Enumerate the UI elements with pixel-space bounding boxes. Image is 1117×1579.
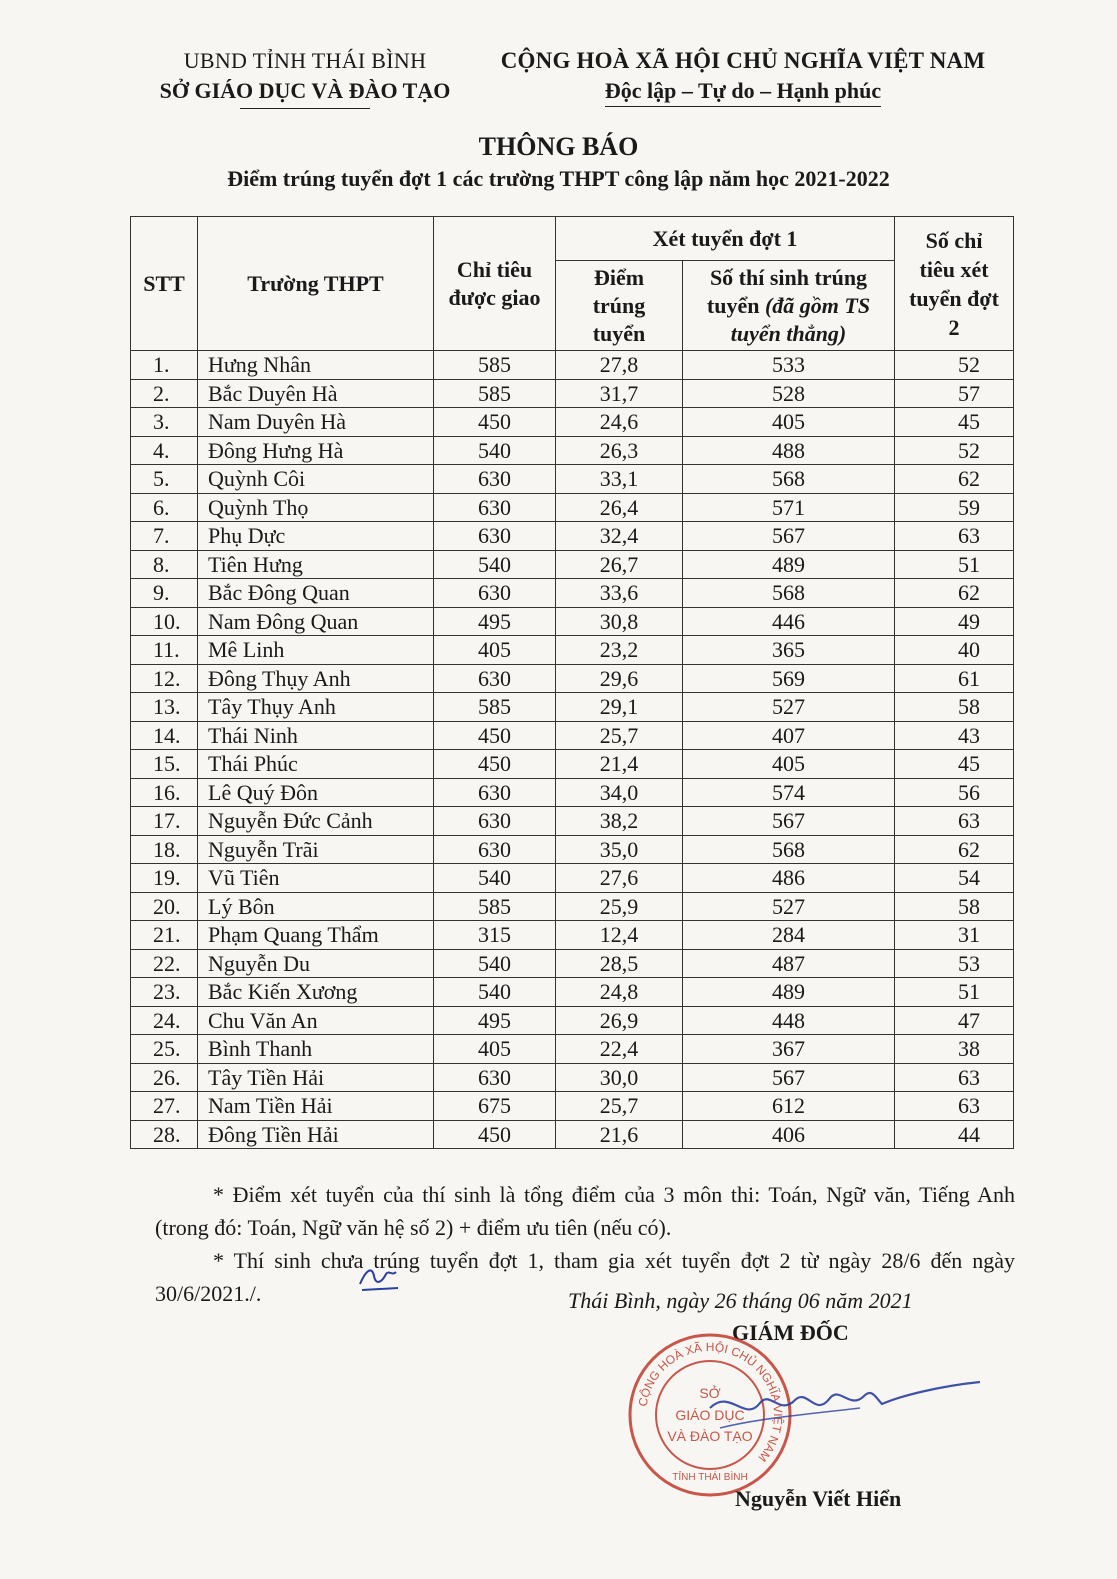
cell-quota: 450 xyxy=(434,408,556,437)
cell-stt: 15. xyxy=(131,750,198,779)
cell-quota: 585 xyxy=(434,379,556,408)
table-row xyxy=(131,835,1014,864)
cell-school-name: Thái Phúc xyxy=(198,750,434,779)
cell-round2-quota: 31 xyxy=(895,921,1014,950)
cell-admitted: 527 xyxy=(683,693,895,722)
col-header-round2: Số chỉ tiêu xét tuyển đợt 2 xyxy=(895,217,1014,351)
cell-stt: 23. xyxy=(131,978,198,1007)
cell-admitted: 567 xyxy=(683,807,895,836)
cell-score: 33,6 xyxy=(556,579,683,608)
cell-stt: 19. xyxy=(131,864,198,893)
cell-quota: 585 xyxy=(434,693,556,722)
cell-round2-quota: 47 xyxy=(895,1006,1014,1035)
cell-quota: 450 xyxy=(434,721,556,750)
cell-score: 26,9 xyxy=(556,1006,683,1035)
cell-quota: 630 xyxy=(434,807,556,836)
cell-quota: 405 xyxy=(434,636,556,665)
cell-stt: 12. xyxy=(131,664,198,693)
cell-stt: 20. xyxy=(131,892,198,921)
cell-score: 12,4 xyxy=(556,921,683,950)
cell-stt: 5. xyxy=(131,465,198,494)
cell-stt: 16. xyxy=(131,778,198,807)
cell-quota: 540 xyxy=(434,978,556,1007)
cell-round2-quota: 63 xyxy=(895,807,1014,836)
cell-quota: 630 xyxy=(434,465,556,494)
seal-line3: VÀ ĐÀO TẠO xyxy=(667,1428,753,1444)
cell-admitted: 528 xyxy=(683,379,895,408)
table-row xyxy=(131,664,1014,693)
cell-admitted: 489 xyxy=(683,978,895,1007)
table-row xyxy=(131,1120,1014,1149)
cell-school-name: Thái Ninh xyxy=(198,721,434,750)
cell-stt: 24. xyxy=(131,1006,198,1035)
cell-school-name: Quỳnh Thọ xyxy=(198,493,434,522)
table-row xyxy=(131,949,1014,978)
table-row xyxy=(131,1035,1014,1064)
cell-admitted: 488 xyxy=(683,436,895,465)
header-underline xyxy=(240,108,370,109)
cell-round2-quota: 58 xyxy=(895,892,1014,921)
cell-round2-quota: 53 xyxy=(895,949,1014,978)
cell-admitted: 567 xyxy=(683,522,895,551)
table-body xyxy=(131,351,1014,1149)
admission-table xyxy=(130,216,1014,1149)
cell-score: 24,8 xyxy=(556,978,683,1007)
cell-admitted: 527 xyxy=(683,892,895,921)
note-round2: * Thí sinh chưa trúng tuyển đợt 1, tham gia xét tuyển đợt 2 từ ngày 28/6 đến ngày 30/6/2021./. xyxy=(155,1248,1015,1306)
seal-ring-text: CỘNG HOÀ XÃ HỘI CHỦ NGHĨA VIỆT NAM xyxy=(635,1339,786,1465)
cell-admitted: 574 xyxy=(683,778,895,807)
cell-quota: 675 xyxy=(434,1092,556,1121)
cell-round2-quota: 62 xyxy=(895,465,1014,494)
cell-admitted: 612 xyxy=(683,1092,895,1121)
cell-admitted: 568 xyxy=(683,835,895,864)
table-row xyxy=(131,379,1014,408)
table-row xyxy=(131,778,1014,807)
cell-admitted: 569 xyxy=(683,664,895,693)
table-row xyxy=(131,750,1014,779)
cell-stt: 26. xyxy=(131,1063,198,1092)
cell-quota: 495 xyxy=(434,1006,556,1035)
cell-school-name: Vũ Tiên xyxy=(198,864,434,893)
cell-school-name: Phụ Dực xyxy=(198,522,434,551)
table-row xyxy=(131,579,1014,608)
table-row xyxy=(131,607,1014,636)
cell-stt: 7. xyxy=(131,522,198,551)
cell-admitted: 367 xyxy=(683,1035,895,1064)
cell-round2-quota: 38 xyxy=(895,1035,1014,1064)
cell-school-name: Nam Tiền Hải xyxy=(198,1092,434,1121)
cell-admitted: 446 xyxy=(683,607,895,636)
province-committee: UBND TỈNH THÁI BÌNH xyxy=(183,48,427,73)
cell-score: 30,0 xyxy=(556,1063,683,1092)
cell-stt: 3. xyxy=(131,408,198,437)
document-title: THÔNG BÁO xyxy=(478,132,639,161)
table-row xyxy=(131,436,1014,465)
cell-admitted: 571 xyxy=(683,493,895,522)
table-row xyxy=(131,522,1014,551)
cell-quota: 405 xyxy=(434,1035,556,1064)
cell-stt: 9. xyxy=(131,579,198,608)
table-row xyxy=(131,351,1014,380)
cell-admitted: 487 xyxy=(683,949,895,978)
cell-score: 34,0 xyxy=(556,778,683,807)
cell-round2-quota: 45 xyxy=(895,408,1014,437)
cell-round2-quota: 59 xyxy=(895,493,1014,522)
col-header-quota: Chỉ tiêu được giao xyxy=(434,217,556,351)
cell-quota: 540 xyxy=(434,949,556,978)
cell-round2-quota: 52 xyxy=(895,351,1014,380)
cell-school-name: Đông Tiền Hải xyxy=(198,1120,434,1149)
cell-score: 23,2 xyxy=(556,636,683,665)
national-motto xyxy=(478,48,1008,107)
cell-score: 22,4 xyxy=(556,1035,683,1064)
table-row xyxy=(131,721,1014,750)
cell-stt: 11. xyxy=(131,636,198,665)
cell-admitted: 405 xyxy=(683,408,895,437)
table-row xyxy=(131,465,1014,494)
issuing-authority xyxy=(130,48,480,109)
cell-score: 25,7 xyxy=(556,721,683,750)
cell-score: 30,8 xyxy=(556,607,683,636)
table-row xyxy=(131,921,1014,950)
table-row xyxy=(131,493,1014,522)
issue-date: Thái Bình, ngày 26 tháng 06 năm 2021 xyxy=(568,1288,913,1313)
cell-school-name: Nguyễn Trãi xyxy=(198,835,434,864)
cell-score: 31,7 xyxy=(556,379,683,408)
cell-score: 25,7 xyxy=(556,1092,683,1121)
table-row xyxy=(131,408,1014,437)
cell-quota: 585 xyxy=(434,351,556,380)
cell-round2-quota: 61 xyxy=(895,664,1014,693)
cell-round2-quota: 63 xyxy=(895,1063,1014,1092)
cell-quota: 630 xyxy=(434,522,556,551)
cell-score: 27,8 xyxy=(556,351,683,380)
cell-quota: 540 xyxy=(434,436,556,465)
table-row xyxy=(131,693,1014,722)
cell-school-name: Lê Quý Đôn xyxy=(198,778,434,807)
cell-admitted: 405 xyxy=(683,750,895,779)
cell-score: 26,3 xyxy=(556,436,683,465)
cell-quota: 585 xyxy=(434,892,556,921)
cell-round2-quota: 54 xyxy=(895,864,1014,893)
cell-quota: 630 xyxy=(434,778,556,807)
cell-quota: 630 xyxy=(434,835,556,864)
cell-school-name: Nguyễn Du xyxy=(198,949,434,978)
cell-stt: 1. xyxy=(131,351,198,380)
handwritten-initial xyxy=(356,1262,402,1294)
cell-round2-quota: 44 xyxy=(895,1120,1014,1149)
cell-school-name: Nam Đông Quan xyxy=(198,607,434,636)
col-group-round1: Xét tuyển đợt 1 xyxy=(556,217,895,261)
col-header-admitted-label: Số thí sinh trúng tuyển xyxy=(706,264,868,318)
cell-score: 32,4 xyxy=(556,522,683,551)
cell-score: 28,5 xyxy=(556,949,683,978)
cell-quota: 630 xyxy=(434,493,556,522)
col-header-admitted-note: (đã gồm TS tuyển thẳng) xyxy=(730,292,871,346)
table-row xyxy=(131,550,1014,579)
cell-school-name: Quỳnh Côi xyxy=(198,465,434,494)
cell-school-name: Bắc Duyên Hà xyxy=(198,379,434,408)
document-subtitle: Điểm trúng tuyển đợt 1 các trường THPT công lập năm học 2021-2022 xyxy=(227,166,890,191)
seal-bottom-text: TỈNH THÁI BÌNH xyxy=(672,1472,748,1483)
cell-admitted: 284 xyxy=(683,921,895,950)
cell-round2-quota: 57 xyxy=(895,379,1014,408)
cell-stt: 10. xyxy=(131,607,198,636)
cell-stt: 13. xyxy=(131,693,198,722)
cell-admitted: 489 xyxy=(683,550,895,579)
cell-score: 33,1 xyxy=(556,465,683,494)
cell-admitted: 568 xyxy=(683,579,895,608)
cell-admitted: 407 xyxy=(683,721,895,750)
cell-quota: 540 xyxy=(434,550,556,579)
cell-school-name: Lý Bôn xyxy=(198,892,434,921)
cell-round2-quota: 56 xyxy=(895,778,1014,807)
department-name: SỞ GIÁO DỤC VÀ ĐÀO TẠO xyxy=(159,78,451,103)
cell-quota: 630 xyxy=(434,664,556,693)
table-row xyxy=(131,1092,1014,1121)
cell-stt: 14. xyxy=(131,721,198,750)
cell-admitted: 448 xyxy=(683,1006,895,1035)
motto: Độc lập – Tự do – Hạnh phúc xyxy=(605,78,881,107)
cell-round2-quota: 52 xyxy=(895,436,1014,465)
cell-round2-quota: 49 xyxy=(895,607,1014,636)
cell-score: 27,6 xyxy=(556,864,683,893)
cell-school-name: Hưng Nhân xyxy=(198,351,434,380)
cell-round2-quota: 58 xyxy=(895,693,1014,722)
cell-score: 26,7 xyxy=(556,550,683,579)
table-row xyxy=(131,978,1014,1007)
cell-quota: 495 xyxy=(434,607,556,636)
cell-school-name: Nguyễn Đức Cảnh xyxy=(198,807,434,836)
cell-round2-quota: 62 xyxy=(895,579,1014,608)
cell-score: 26,4 xyxy=(556,493,683,522)
cell-score: 29,6 xyxy=(556,664,683,693)
col-header-stt: STT xyxy=(131,217,198,351)
table-row xyxy=(131,1063,1014,1092)
table-row xyxy=(131,636,1014,665)
cell-school-name: Tây Thụy Anh xyxy=(198,693,434,722)
cell-school-name: Bắc Đông Quan xyxy=(198,579,434,608)
cell-score: 35,0 xyxy=(556,835,683,864)
cell-stt: 21. xyxy=(131,921,198,950)
cell-round2-quota: 62 xyxy=(895,835,1014,864)
cell-round2-quota: 45 xyxy=(895,750,1014,779)
cell-quota: 315 xyxy=(434,921,556,950)
cell-quota: 630 xyxy=(434,1063,556,1092)
cell-round2-quota: 51 xyxy=(895,550,1014,579)
cell-school-name: Phạm Quang Thẩm xyxy=(198,921,434,950)
note-scoring: * Điểm xét tuyển của thí sinh là tổng điểm của 3 môn thi: Toán, Ngữ văn, Tiếng Anh (trong đó: Toán, Ngữ văn hệ số 2) + điểm ưu tiên (nếu có). xyxy=(155,1182,1015,1240)
cell-admitted: 365 xyxy=(683,636,895,665)
cell-round2-quota: 51 xyxy=(895,978,1014,1007)
cell-stt: 8. xyxy=(131,550,198,579)
signer-role: GIÁM ĐỐC xyxy=(732,1320,849,1345)
cell-stt: 6. xyxy=(131,493,198,522)
cell-quota: 450 xyxy=(434,750,556,779)
table-row xyxy=(131,864,1014,893)
cell-school-name: Bắc Kiến Xương xyxy=(198,978,434,1007)
table-row xyxy=(131,807,1014,836)
col-header-score: Điểm trúng tuyển xyxy=(556,261,683,351)
cell-admitted: 486 xyxy=(683,864,895,893)
country-name: CỘNG HOÀ XÃ HỘI CHỦ NGHĨA VIỆT NAM xyxy=(500,48,986,73)
cell-score: 24,6 xyxy=(556,408,683,437)
cell-admitted: 567 xyxy=(683,1063,895,1092)
cell-admitted: 568 xyxy=(683,465,895,494)
cell-round2-quota: 63 xyxy=(895,522,1014,551)
table-row xyxy=(131,892,1014,921)
cell-round2-quota: 63 xyxy=(895,1092,1014,1121)
cell-score: 29,1 xyxy=(556,693,683,722)
cell-quota: 540 xyxy=(434,864,556,893)
col-header-admitted xyxy=(683,261,895,351)
cell-school-name: Tiên Hưng xyxy=(198,550,434,579)
cell-round2-quota: 40 xyxy=(895,636,1014,665)
cell-stt: 25. xyxy=(131,1035,198,1064)
cell-score: 21,4 xyxy=(556,750,683,779)
cell-school-name: Nam Duyên Hà xyxy=(198,408,434,437)
col-header-school: Trường THPT xyxy=(198,217,434,351)
cell-school-name: Đông Hưng Hà xyxy=(198,436,434,465)
cell-stt: 27. xyxy=(131,1092,198,1121)
cell-admitted: 533 xyxy=(683,351,895,380)
cell-quota: 450 xyxy=(434,1120,556,1149)
cell-quota: 630 xyxy=(434,579,556,608)
signer-name: Nguyễn Viết Hiển xyxy=(735,1486,902,1511)
cell-school-name: Mê Linh xyxy=(198,636,434,665)
cell-school-name: Tây Tiền Hải xyxy=(198,1063,434,1092)
cell-stt: 2. xyxy=(131,379,198,408)
cell-school-name: Bình Thanh xyxy=(198,1035,434,1064)
cell-stt: 22. xyxy=(131,949,198,978)
cell-admitted: 406 xyxy=(683,1120,895,1149)
table-row xyxy=(131,1006,1014,1035)
cell-stt: 18. xyxy=(131,835,198,864)
seal-line2: GIÁO DỤC xyxy=(675,1407,745,1423)
cell-stt: 28. xyxy=(131,1120,198,1149)
cell-score: 38,2 xyxy=(556,807,683,836)
cell-school-name: Chu Văn An xyxy=(198,1006,434,1035)
handwritten-signature xyxy=(650,1368,990,1448)
seal-line1: SỞ xyxy=(699,1385,721,1401)
cell-score: 25,9 xyxy=(556,892,683,921)
cell-stt: 17. xyxy=(131,807,198,836)
cell-round2-quota: 43 xyxy=(895,721,1014,750)
cell-school-name: Đông Thụy Anh xyxy=(198,664,434,693)
cell-stt: 4. xyxy=(131,436,198,465)
cell-score: 21,6 xyxy=(556,1120,683,1149)
